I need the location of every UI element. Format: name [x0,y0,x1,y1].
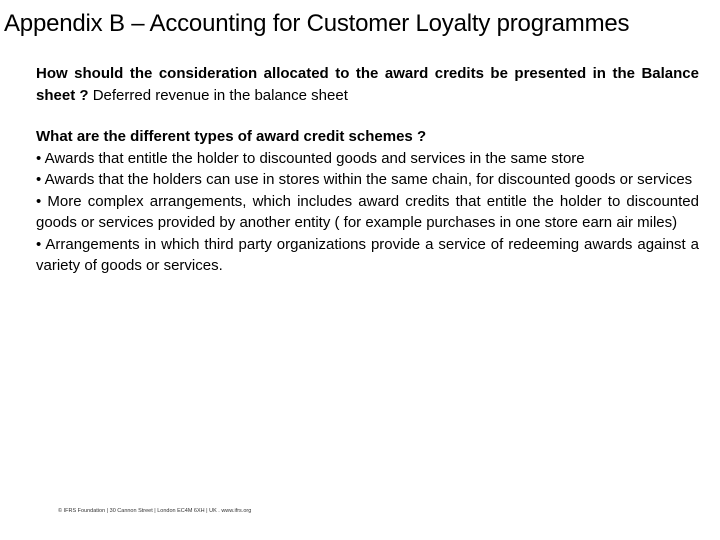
bullet-item: • Awards that the holders can use in stores within the same chain, for discounted goods or services [36,171,693,188]
footer-copyright: © IFRS Foundation | 30 Cannon Street | London EC4M 6XH | UK . www.ifrs.org [58,508,252,514]
slide-content [36,63,699,277]
bullet-item: • Awards that entitle the holder to discounted goods and services in the same store [36,149,585,167]
paragraph-gap [36,106,699,126]
bullet-item: • Arrangements in which third party organizations provide a service of redeeming awards against a variety of goods or services. [36,235,699,274]
bullet-item: • More complex arrangements, which includes award credits that entitle the holder to discounted goods or services provided by another entity ( for example purchases in one store earn air miles) [36,192,699,231]
balance-sheet-paragraph [36,63,699,106]
slide-title: Appendix B – Accounting for Customer Loyalty programmes [4,10,630,37]
balance-sheet-answer: Deferred revenue in the balance sheet [92,86,348,104]
balance-sheet-question: How should the consideration allocated to the award credits be presented in the Balance sheet ? [36,65,699,104]
award-schemes-question: What are the different types of award credit schemes ? [36,128,427,145]
